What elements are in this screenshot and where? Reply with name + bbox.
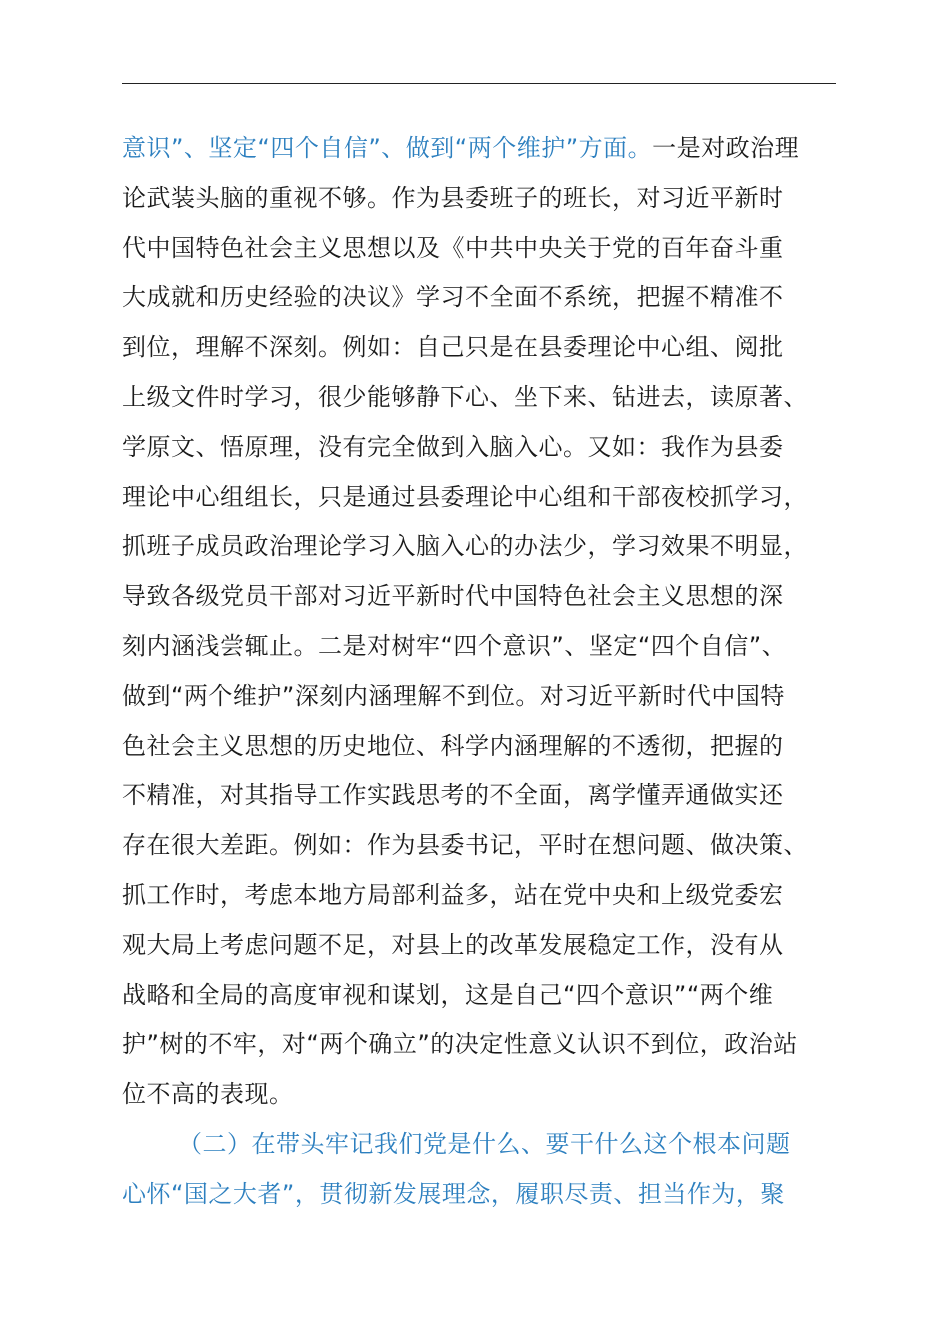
line-heading-text: 意识”、坚定“四个自信”、做到“两个维护”方面。 <box>122 134 653 162</box>
text-line <box>122 921 842 971</box>
text-line <box>122 572 842 622</box>
section-heading-line <box>122 1170 842 1220</box>
line-body-text: 抓班子成员政治理论学习入脑入心的办法少，学习效果不明显， <box>122 532 808 561</box>
line-body-text: 做到“两个维护”深刻内涵理解不到位。对习近平新时代中国特 <box>122 681 785 710</box>
text-line <box>122 672 842 722</box>
text-line <box>122 174 842 224</box>
section-heading-text: 心怀“国之大者”，贯彻新发展理念，履职尽责、担当作为，聚 <box>122 1179 785 1208</box>
line-body-text: 代中国特色社会主义思想以及《中共中央关于党的百年奋斗重 <box>122 233 784 262</box>
line-body-text: 大成就和历史经验的决议》学习不全面不系统，把握不精准不 <box>122 283 784 312</box>
header-rule <box>122 83 836 84</box>
line-body-text: 观大局上考虑问题不足，对县上的改革发展稳定工作，没有从 <box>122 930 784 959</box>
text-line <box>122 373 842 423</box>
line-body-text: 护”树的不牢，对“两个确立”的决定性意义认识不到位，政治站 <box>122 1030 798 1059</box>
text-line <box>122 771 842 821</box>
line-body-text: 抓工作时，考虑本地方局部利益多，站在党中央和上级党委宏 <box>122 880 784 909</box>
text-line <box>122 124 842 174</box>
line-body-text: 上级文件时学习，很少能够静下心、坐下来、钻进去，读原著、 <box>122 382 808 411</box>
text-line <box>122 971 842 1021</box>
text-line <box>122 522 842 572</box>
line-body-text: 位不高的表现。 <box>122 1080 294 1109</box>
line-body-text: 导致各级党员干部对习近平新时代中国特色社会主义思想的深 <box>122 582 784 611</box>
text-line <box>122 323 842 373</box>
text-line <box>122 821 842 871</box>
text-line <box>122 224 842 274</box>
text-line <box>122 423 842 473</box>
line-body-text: 论武装头脑的重视不够。作为县委班子的班长，对习近平新时 <box>122 183 784 212</box>
text-line <box>122 871 842 921</box>
section-heading-line <box>122 1120 842 1170</box>
text-line <box>122 1070 842 1120</box>
line-body-text: 刻内涵浅尝辄止。二是对树牢“四个意识”、坚定“四个自信”、 <box>122 631 787 660</box>
text-line <box>122 473 842 523</box>
text-line <box>122 273 842 323</box>
document-body <box>122 124 842 1220</box>
line-body-text: 到位，理解不深刻。例如：自己只是在县委理论中心组、阅批 <box>122 333 784 362</box>
line-body-text: 色社会主义思想的历史地位、科学内涵理解的不透彻，把握的 <box>122 731 784 760</box>
text-line <box>122 722 842 772</box>
line-body-text: 不精准，对其指导工作实践思考的不全面，离学懂弄通做实还 <box>122 781 784 810</box>
section-heading-text: （二）在带头牢记我们党是什么、要干什么这个根本问题 <box>178 1129 791 1158</box>
line-body-text: 学原文、悟原理，没有完全做到入脑入心。又如：我作为县委 <box>122 432 784 461</box>
text-line <box>122 1020 842 1070</box>
line-body-text: 存在很大差距。例如：作为县委书记，平时在想问题、做决策、 <box>122 831 808 860</box>
line-body-text: 理论中心组组长，只是通过县委理论中心组和干部夜校抓学习， <box>122 482 808 511</box>
line-body-text: 一是对政治理 <box>652 134 800 162</box>
text-line <box>122 622 842 672</box>
line-body-text: 战略和全局的高度审视和谋划，这是自己“四个意识”“两个维 <box>122 980 774 1009</box>
